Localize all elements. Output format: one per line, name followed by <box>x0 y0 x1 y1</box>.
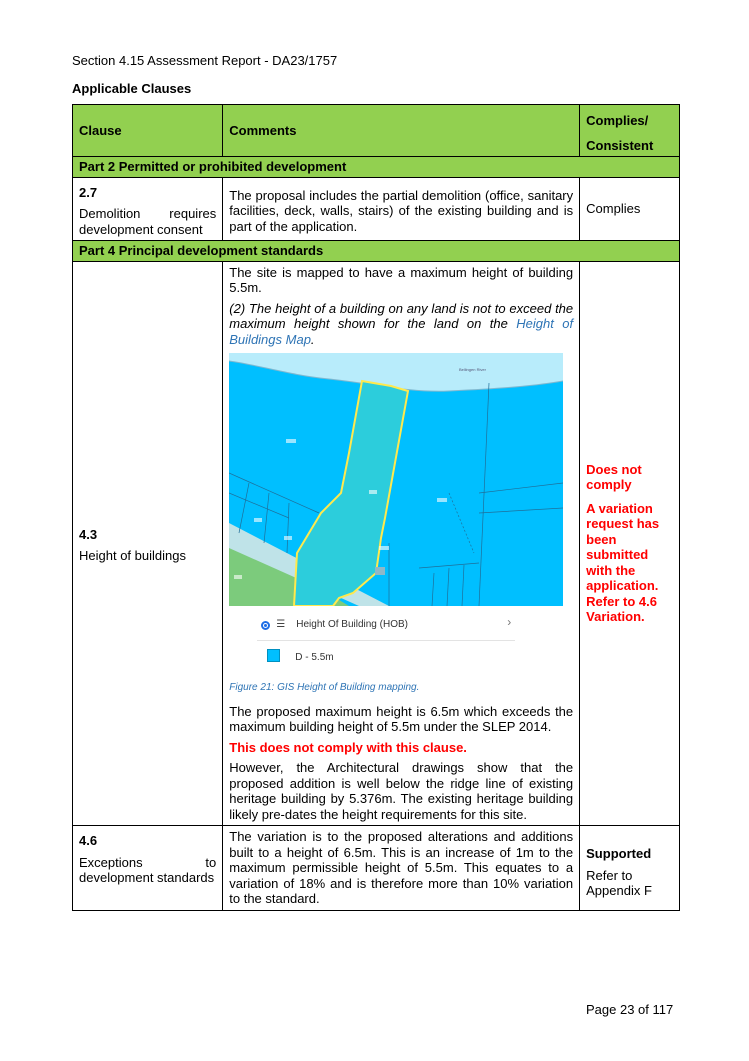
table-row-4-3 <box>73 261 680 826</box>
table-row-2-7 <box>73 177 680 241</box>
zone-swatch <box>267 649 280 662</box>
comment-not-comply: This does not comply with this clause. <box>229 739 467 755</box>
header-complies-line2: Consistent <box>586 137 654 153</box>
comment-proposed-height: The proposed maximum height is 6.5m which exceeds the maximum building height of 5.5m under the SLEP 2014. <box>229 703 574 734</box>
river-label: Bellingen River <box>459 367 487 372</box>
complies-status: Does not comply <box>586 461 642 493</box>
table-header-row <box>73 105 680 157</box>
header-complies <box>580 105 680 157</box>
clause-number: 4.6 <box>79 833 98 848</box>
hob-map <box>229 353 563 606</box>
radio-icon[interactable] <box>261 621 270 630</box>
part-2-row <box>73 157 680 178</box>
clause-comment: The variation is to the proposed alterations and additions built to a height of 6.5m. This is an increase of 1m to the maximum permissible height of 5.5m. This equates to a variation of 18% and is therefore more than 10% variation to the standard. <box>229 829 574 906</box>
section-heading: Applicable Clauses <box>72 81 192 96</box>
figure-caption: Figure 21: GIS Height of Building mapping. <box>229 682 420 693</box>
clause-name: Height of buildings <box>79 548 186 564</box>
clause-number: 4.3 <box>79 526 98 542</box>
page-number: Page 23 of 117 <box>586 1002 674 1017</box>
clause-name: Demolition requires development consent <box>79 206 217 237</box>
hob-map-graphic <box>229 353 563 606</box>
structure <box>375 567 385 575</box>
zone-label: D - 5.5m <box>295 652 334 663</box>
complies-status: Supported <box>586 846 652 861</box>
clause-comment: The proposal includes the partial demolition (office, sanitary facilities, deck, walls, stairs) of the existing building and is part of the application. <box>229 187 574 234</box>
variation-note: A variation request has been submitted with the application. Refer to 4.6 Variation. <box>586 500 660 625</box>
map-legend <box>229 606 519 678</box>
quote-suffix: . <box>310 331 315 347</box>
clauses-table <box>72 104 680 911</box>
part-2-heading: Part 2 Permitted or prohibited development <box>73 157 680 178</box>
comment-max-height: The site is mapped to have a maximum height of building 5.5m. <box>229 264 574 295</box>
document-header: Section 4.15 Assessment Report - DA23/1757 <box>72 53 338 68</box>
appendix-reference: Refer to Appendix F <box>586 867 652 898</box>
height-of-buildings-map-link[interactable]: Height of Buildings Map <box>229 316 574 347</box>
quote-text: (2) The height of a building on any land is not to exceed the maximum height shown for the land on the <box>229 300 574 331</box>
chevron-right-icon[interactable]: › <box>507 615 512 629</box>
table-row-4-6 <box>73 826 680 911</box>
part-4-row <box>73 241 680 262</box>
header-clause: Clause <box>73 105 223 157</box>
legend-divider <box>257 640 515 641</box>
layer-list-icon: ☰ <box>276 619 286 630</box>
comment-clause-quote <box>229 301 573 348</box>
complies-status: Complies <box>586 201 641 216</box>
layer-name: Height Of Building (HOB) <box>296 619 408 630</box>
header-comments: Comments <box>223 105 580 157</box>
comment-heritage: However, the Architectural drawings show that the proposed addition is well below the ridge line of existing heritage building by 5.376m. The existing heritage building likely pre-dates the height requirements for this site. <box>229 760 574 822</box>
clause-number: 2.7 <box>79 184 98 200</box>
header-complies-line1: Complies/ <box>586 113 649 128</box>
part-4-heading: Part 4 Principal development standards <box>73 241 680 262</box>
clause-name: Exceptions to development standards <box>79 854 217 885</box>
